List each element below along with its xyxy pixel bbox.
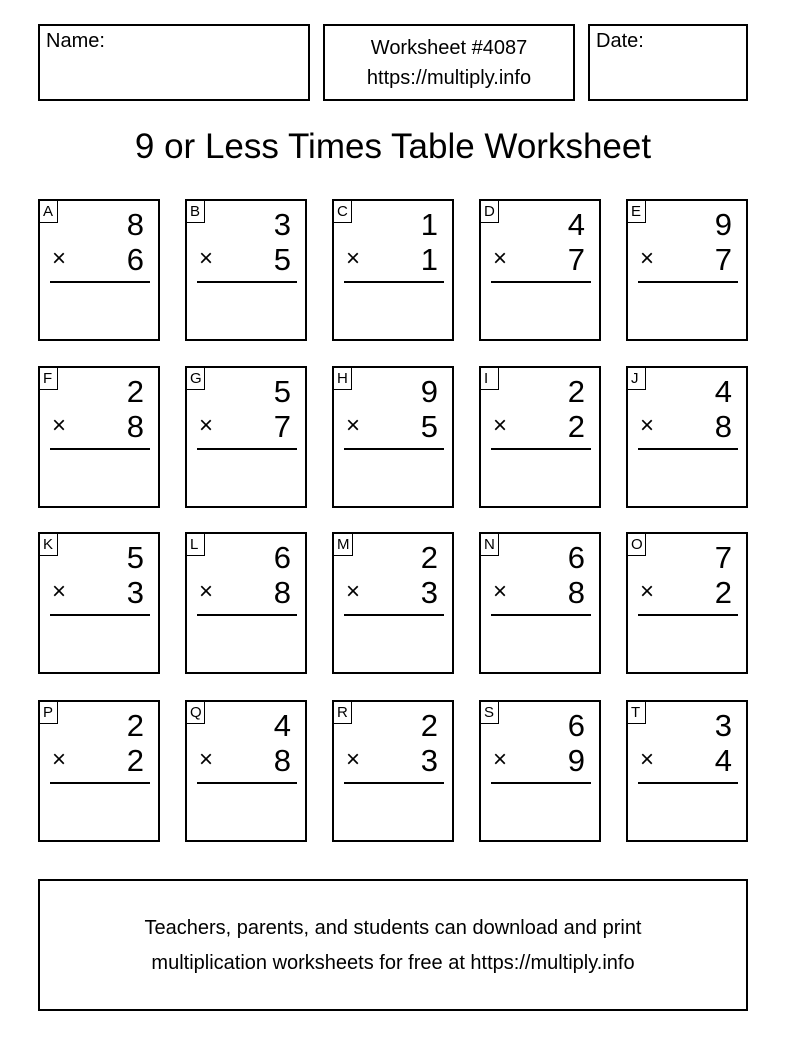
answer-line [491,448,591,450]
problem-card[interactable] [332,199,454,341]
multiplicand: 6 [567,540,585,575]
answer-line [197,614,297,616]
problem-letter: M [334,534,353,556]
times-symbol: × [640,746,655,773]
times-symbol: × [493,412,508,439]
problem-card[interactable] [38,532,160,674]
answer-line [50,281,150,283]
multiplicand: 2 [420,708,438,743]
problem-letter: L [187,534,205,556]
multiplicand: 3 [273,207,291,242]
multiplier: 1 [420,242,438,277]
answer-line [344,448,444,450]
times-symbol: × [493,746,508,773]
times-symbol: × [493,245,508,272]
worksheet-info-box [323,24,575,101]
times-symbol: × [346,578,361,605]
date-field[interactable] [588,24,748,101]
multiplier: 8 [126,409,144,444]
times-symbol: × [199,746,214,773]
multiplier: 4 [714,743,732,778]
multiplier: 8 [567,575,585,610]
multiplier: 7 [567,242,585,277]
problem-card[interactable] [626,366,748,508]
answer-line [344,281,444,283]
multiplier: 7 [714,242,732,277]
problem-letter: S [481,702,499,724]
multiplier: 8 [714,409,732,444]
problem-card[interactable] [185,199,307,341]
multiplicand: 9 [420,374,438,409]
times-symbol: × [346,412,361,439]
problem-card[interactable] [332,366,454,508]
problem-letter: C [334,201,352,223]
problem-letter: A [40,201,58,223]
answer-line [197,448,297,450]
name-label: Name: [46,30,105,52]
problem-letter: E [628,201,646,223]
problem-letter: D [481,201,499,223]
answer-line [491,782,591,784]
times-symbol: × [52,578,67,605]
problem-letter: K [40,534,58,556]
times-symbol: × [199,412,214,439]
multiplicand: 6 [273,540,291,575]
problem-card[interactable] [38,199,160,341]
multiplier: 8 [273,743,291,778]
times-symbol: × [493,578,508,605]
answer-line [638,614,738,616]
multiplicand: 2 [126,374,144,409]
problem-card[interactable] [332,700,454,842]
multiplier: 8 [273,575,291,610]
answer-line [491,281,591,283]
problem-letter: I [481,368,499,390]
problem-letter: G [187,368,205,390]
problem-card[interactable] [185,532,307,674]
problem-card[interactable] [38,700,160,842]
page-title: 9 or Less Times Table Worksheet [134,127,652,166]
problem-letter: R [334,702,352,724]
multiplicand: 4 [273,708,291,743]
problem-letter: P [40,702,58,724]
problem-card[interactable] [479,199,601,341]
problem-card[interactable] [185,366,307,508]
answer-line [638,281,738,283]
times-symbol: × [640,412,655,439]
multiplier: 3 [420,743,438,778]
problem-letter: T [628,702,646,724]
name-field[interactable] [38,24,310,101]
multiplier: 2 [126,743,144,778]
answer-line [50,782,150,784]
multiplier: 7 [273,409,291,444]
multiplier: 3 [420,575,438,610]
worksheet-url: https://multiply.info [366,67,532,89]
multiplier: 3 [126,575,144,610]
times-symbol: × [640,578,655,605]
multiplicand: 9 [714,207,732,242]
multiplier: 2 [714,575,732,610]
times-symbol: × [52,746,67,773]
multiplicand: 5 [273,374,291,409]
footer-box [38,879,748,1011]
problem-card[interactable] [626,532,748,674]
multiplier: 9 [567,743,585,778]
answer-line [197,281,297,283]
multiplicand: 1 [420,207,438,242]
answer-line [50,614,150,616]
worksheet-number: Worksheet #4087 [370,37,528,59]
problem-letter: O [628,534,646,556]
problem-letter: F [40,368,58,390]
problem-card[interactable] [626,700,748,842]
multiplicand: 6 [567,708,585,743]
multiplier: 5 [273,242,291,277]
problem-card[interactable] [626,199,748,341]
answer-line [638,782,738,784]
times-symbol: × [346,245,361,272]
answer-line [344,614,444,616]
multiplicand: 2 [420,540,438,575]
multiplicand: 4 [567,207,585,242]
multiplier: 2 [567,409,585,444]
problem-card[interactable] [38,366,160,508]
times-symbol: × [52,412,67,439]
answer-line [197,782,297,784]
multiplicand: 8 [126,207,144,242]
multiplicand: 4 [714,374,732,409]
problem-card[interactable] [332,532,454,674]
answer-line [638,448,738,450]
multiplicand: 3 [714,708,732,743]
multiplier: 5 [420,409,438,444]
footer-text-line-2: multiplication worksheets for free at https://multiply.info [151,952,635,974]
multiplicand: 2 [567,374,585,409]
multiplicand: 7 [714,540,732,575]
multiplier: 6 [126,242,144,277]
problem-letter: B [187,201,205,223]
multiplicand: 2 [126,708,144,743]
times-symbol: × [199,245,214,272]
times-symbol: × [52,245,67,272]
times-symbol: × [640,245,655,272]
problem-card[interactable] [479,700,601,842]
times-symbol: × [199,578,214,605]
times-symbol: × [346,746,361,773]
problem-card[interactable] [479,366,601,508]
date-label: Date: [596,30,644,52]
problem-card[interactable] [185,700,307,842]
problem-letter: J [628,368,646,390]
answer-line [50,448,150,450]
answer-line [344,782,444,784]
problem-letter: N [481,534,499,556]
problem-card[interactable] [479,532,601,674]
multiplicand: 5 [126,540,144,575]
footer-text-line-1: Teachers, parents, and students can download and print [144,917,642,939]
problem-letter: Q [187,702,205,724]
answer-line [491,614,591,616]
problem-letter: H [334,368,352,390]
